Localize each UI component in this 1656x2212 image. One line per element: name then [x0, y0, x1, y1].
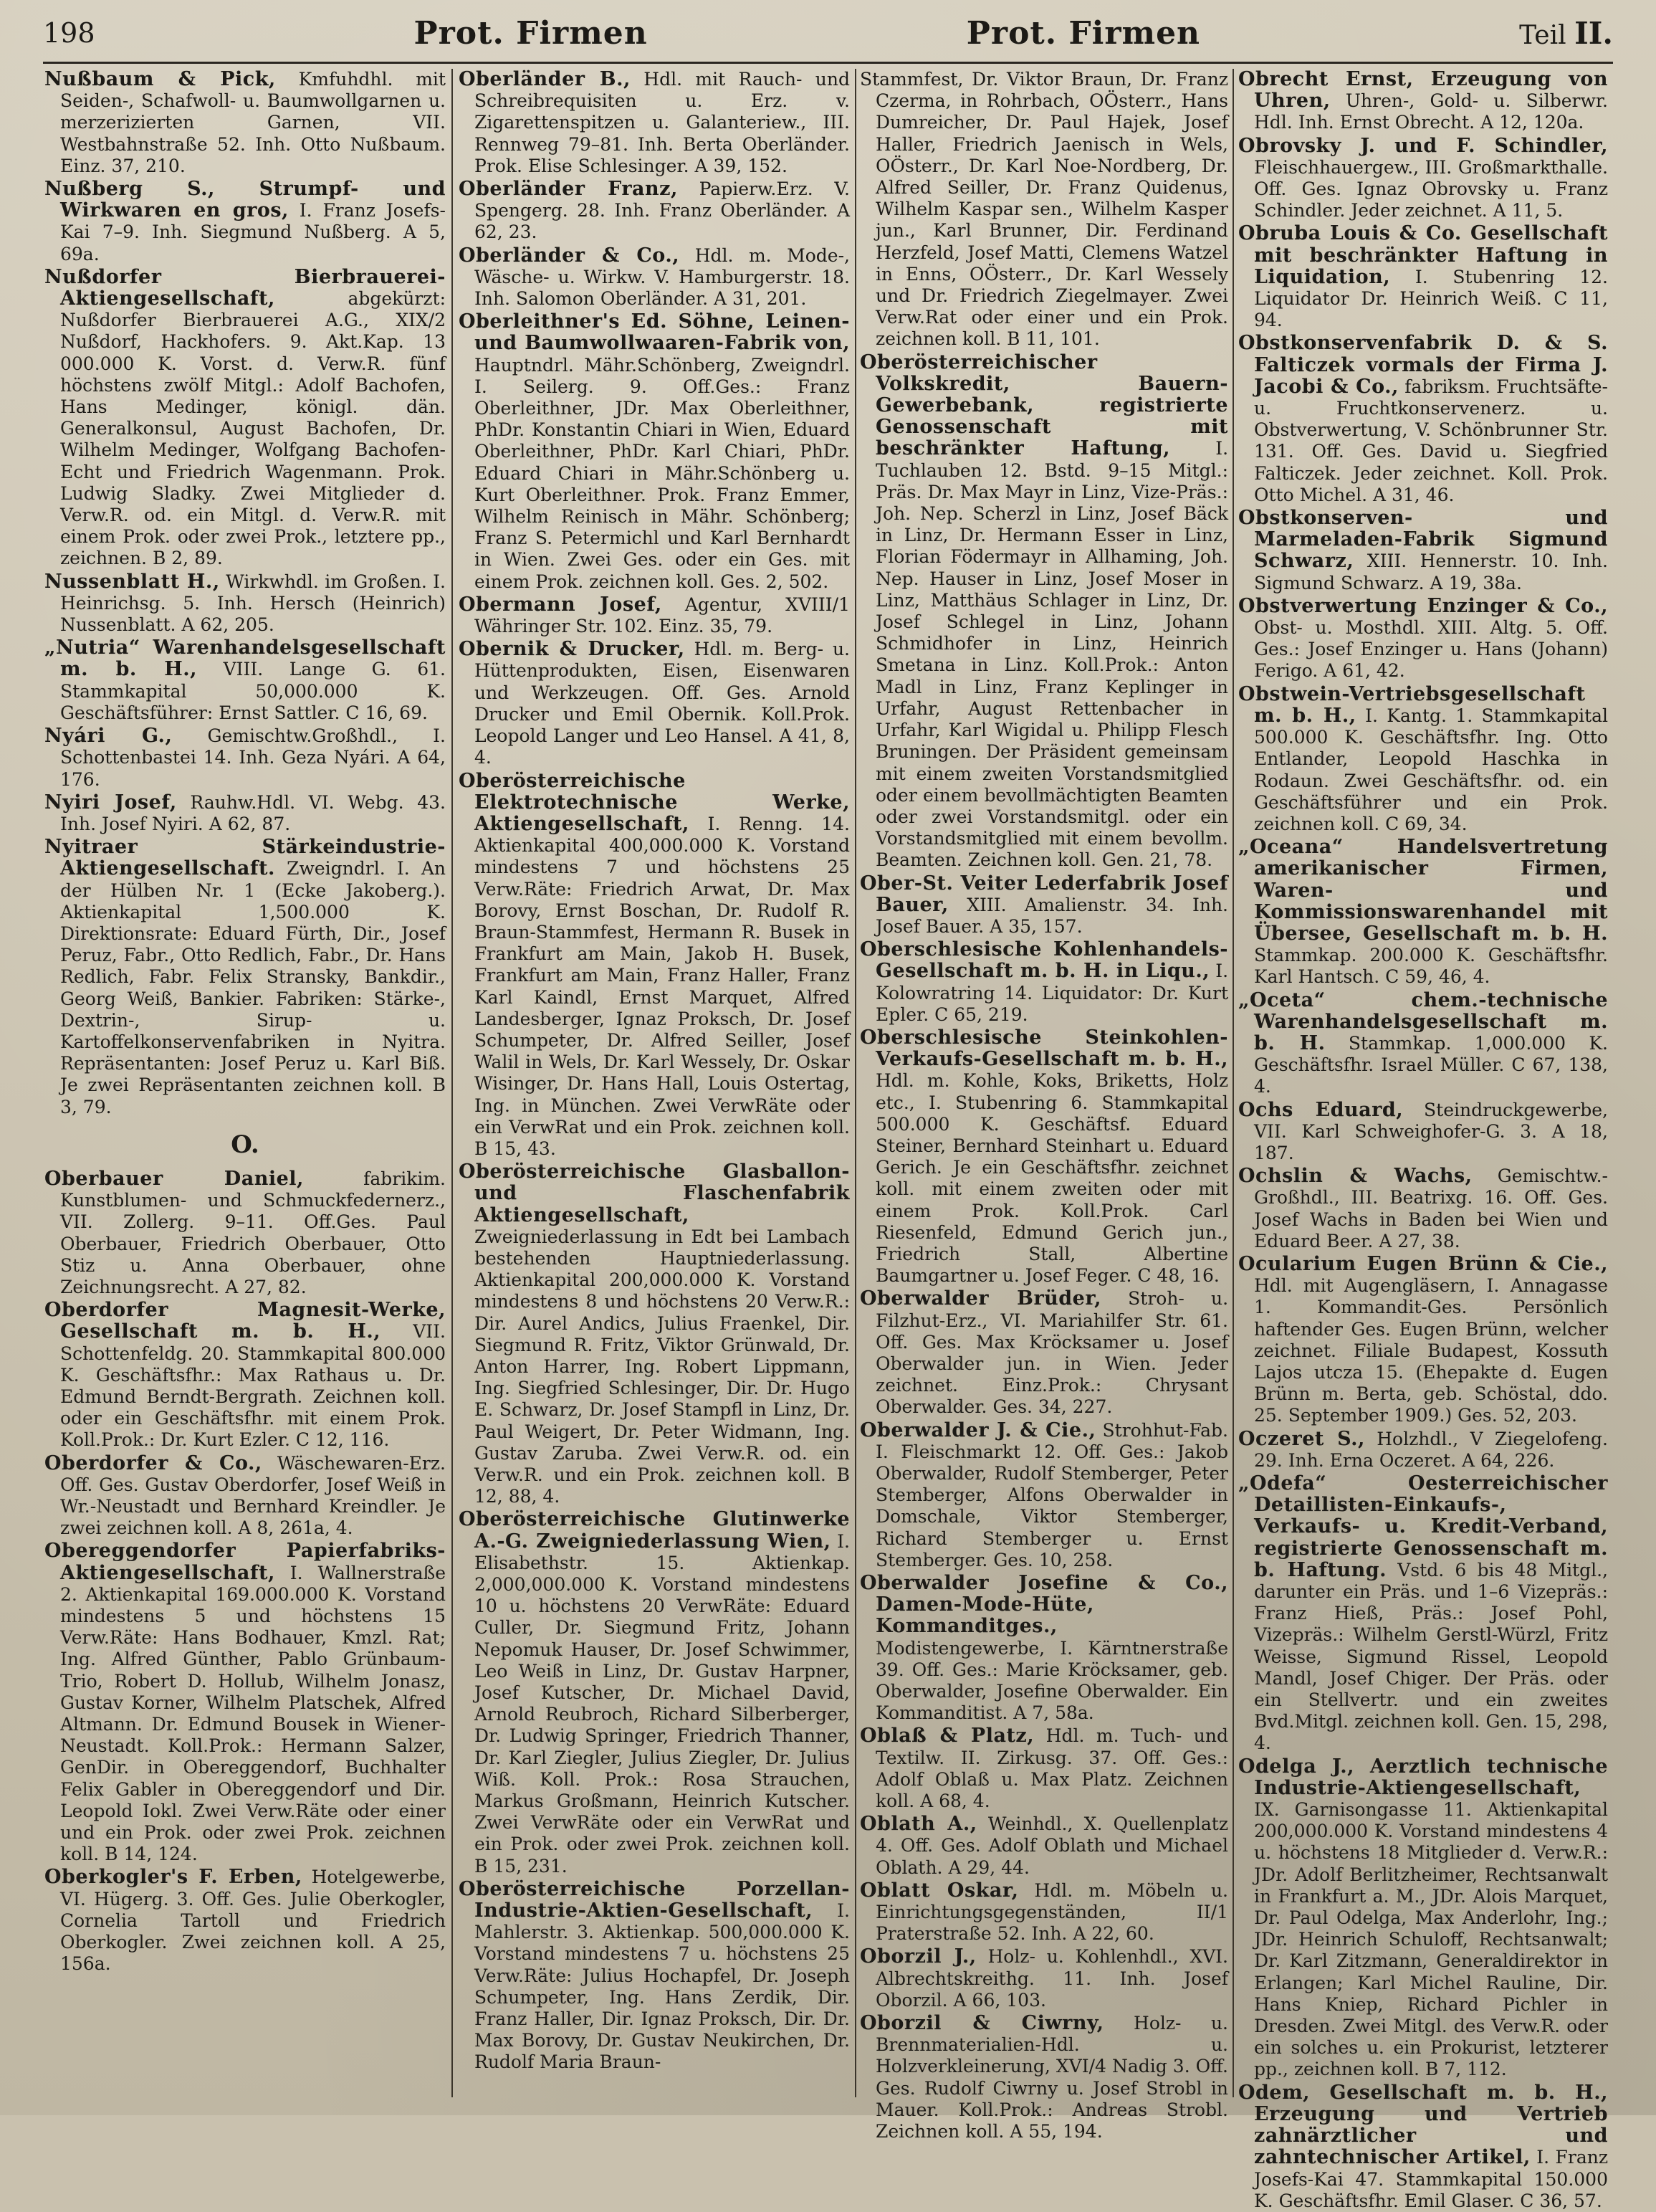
entry-details: XIII. Amalienstr. 34. Inh. Josef Bauer. A 35, 157. [876, 894, 1228, 937]
firm-name: Obstwein-Vertriebsgesellschaft m. b. H., [1238, 682, 1586, 727]
firm-name: Oblath A., [860, 1813, 977, 1836]
firm-name: Obernik & Drucker, [459, 638, 685, 661]
directory-entry [44, 725, 446, 791]
directory-entry [44, 1300, 446, 1451]
entry-details: I. Elisabethstr. 15. Aktienkap. 2,000,000.000 K. Vorstand mindestens 10 u. höchstens 20 VerwRäte: Eduard Culler, Dr. Siegmund Fritz, Johann Nepomuk Hauser, Dr. Josef Schwimmer, Leo Weiß in Linz, Dr. Gustav Harpner, Josef Kutscher, Dr. Michael David, Arnold Reubroch, Richard Silberberger, Dr. Ludwig Springer, Friedrich Thanner, Dr. Karl Ziegler, Julius Ziegler, Dr. Julius Wiß. Koll. Prok.: Rosa Strauchen, Markus Großmann, Heinrich Kutscher. Zwei VerwRäte oder ein VerwRat und ein Prok. oder zwei Prok. zeichnen koll. B 15, 231. [474, 1530, 850, 1877]
directory-entry [459, 69, 850, 177]
entry-details: Holzhdl., V Ziegelofeng. 29. Inh. Erna Oczeret. A 64, 226. [1254, 1428, 1608, 1471]
directory-entry [860, 1573, 1228, 1724]
directory-entry [1238, 1756, 1608, 2081]
header-rule [43, 62, 1613, 64]
firm-name: Oberösterreichische Glasballon- und Flaschenfabrik Aktiengesellschaft, [459, 1160, 850, 1226]
directory-entry [1238, 1254, 1608, 1427]
entry-details: Stammkap. 200.000 K. Geschäftsfhr. Karl Hantsch. C 59, 46, 4. [1254, 945, 1608, 988]
firm-name: Ochs Eduard, [1238, 1098, 1404, 1121]
entry-details: VII. Schottenfeldg. 20. Stammkapital 800.000 K. Geschäftsfhr.: Max Rathaus u. Dr. Edmund Berndt-Bergrath. Zeichnen koll. oder ein Geschäftsfhr. mit einem Prok. Koll.Prok.: Dr. Kurt Ezler. C 12, 116. [60, 1321, 446, 1451]
column-4 [1238, 68, 1609, 2211]
directory-entry [459, 245, 850, 310]
directory-entry [1238, 69, 1608, 134]
firm-name: „Oceta“ chem.-technische Warenhandelsgesellschaft m. b. H. [1238, 988, 1608, 1054]
column-2 [459, 69, 850, 2104]
entry-details: I. Mahlerstr. 3. Aktienkap. 500,000.000 K. Vorstand mindestens 7 u. höchstens 25 Verw.Räte: Julius Hochapfel, Dr. Joseph Schumpeter, Ing. Hans Zerdik, Dir. Franz Haller, Dir. Ignaz Proksch, Dir. Dr. Max Borovy, Dr. Gustav Neukirchen, Dr. Rudolf Maria Braun- [474, 1900, 850, 2073]
firm-name: „Odefa“ Oesterreichischer Detaillisten-Einkaufs-, Verkaufs- u. Kredit-Verband, registrierte Genossenschaft m. b. Haftung. [1238, 1472, 1608, 1581]
directory-entry [860, 1880, 1228, 1945]
entry-details: Hdl. m. Mode-, Wäsche- u. Wirkw. V. Hamburgerstr. 18. Inh. Salomon Oberländer. A 31, 201. [474, 244, 850, 310]
page-header [43, 4, 1613, 62]
directory-entry [860, 2013, 1228, 2142]
firm-name: Oczeret S., [1238, 1427, 1365, 1450]
directory-entry [44, 836, 446, 1118]
firm-name: Nußbaum & Pick, [44, 68, 276, 90]
firm-name: Odem, Gesellschaft m. b. H., Erzeugung und Vertrieb zahnärztlicher und zahntechnischer Artikel, [1238, 2081, 1608, 2169]
page-number: 198 [43, 17, 95, 49]
entry-details: Vstd. 6 bis 48 Mitgl., darunter ein Präs. und 1–6 Vizepräs.: Franz Hieß, Präs.: Josef Pohl, Vizepräs.: Wilhelm Gerstl-Würzl, Fritz Weisse, Sigmund Rissel, Leopold Mandl, Josef Chiger. Der Präs. oder ein Stellvertr. und ein zweites Bvd.Mitgl. zeichnen koll. Gen. 15, 298, 4. [1254, 1559, 1609, 1754]
firm-name: Ochslin & Wachs, [1238, 1165, 1473, 1188]
directory-entry [860, 1288, 1228, 1418]
running-head-right: Prot. Firmen [966, 14, 1201, 52]
entry-details: I. Kolowratring 14. Liquidator: Dr. Kurt Epler. C 65, 219. [876, 960, 1229, 1025]
directory-entry [44, 1540, 446, 1865]
entry-details: Wäschewaren-Erz. Off. Ges. Gustav Oberdorfer, Josef Weiß in Wr.-Neustadt und Bernhard Kreindler. Je zwei zeichnen koll. A 8, 261a, 4. [60, 1452, 446, 1539]
firm-name: Oberwalder J. & Cie., [860, 1419, 1096, 1441]
firm-name: Nussenblatt H., [44, 570, 220, 593]
column-3 [860, 69, 1229, 2142]
entry-details: Weinhdl., X. Quellenplatz 4. Off. Ges. Adolf Oblath und Michael Oblath. A 29, 44. [876, 1813, 1228, 1878]
firm-name: Obstkonservenfabrik D. & S. Falticzek vormals der Firma J. Jacobi & Co., [1238, 332, 1608, 398]
firm-name: Oberwalder Brüder, [860, 1287, 1102, 1310]
entry-details: Papierw.Erz. V. Spengerg. 28. Inh. Franz Oberländer. A 62, 23. [474, 178, 850, 243]
entry-details: Stammfest, Dr. Viktor Braun, Dr. Franz Czerma, in Rohrbach, OÖsterr., Hans Dumreicher, Dr. Paul Hajek, Josef Haller, Friedrich Jaenisch in Wels, OÖsterr., Dr. Karl Noe-Nordberg, Dr. Alfred Seiller, Dr. Franz Quidenus, Wilhelm Kaspar sen., Wilhelm Kasper jun., Karl Brunner, Dir. Ferdinand Herzfeld, Josef Matti, Clemens Watzel in Enns, OÖsterr., Dr. Karl Wessely und Dr. Friedrich Ziegelmayer. Zwei Verw.Rat oder einer und ein Prok. zeichnen koll. B 11, 101. [860, 69, 1228, 350]
firm-name: Oberbauer Daniel, [44, 1167, 304, 1190]
entry-details: Holz- u. Kohlenhdl., XVI. Albrechtskreithg. 11. Inh. Josef Oborzil. A 66, 103. [876, 1946, 1229, 2011]
entry-details: fabrikim. Kunstblumen- und Schmuckfedernerz., VII. Zollerg. 9–11. Off.Ges. Paul Oberbauer, Friedrich Oberbauer, Otto Stiz u. Anna Oberbauer, ohne Zeichnungsrecht. A 27, 82. [60, 1168, 446, 1297]
directory-entry [860, 1813, 1228, 1879]
firm-name: Nußdorfer Bierbrauerei-Aktiengesellschaft, [44, 265, 446, 310]
entry-details: Steindruckgewerbe, VII. Karl Schweighofer-G. 3. A 18, 187. [1254, 1099, 1609, 1163]
directory-entry [44, 1867, 446, 1975]
firm-name: Obstkonserven- und Marmeladen-Fabrik Sigmund Schwarz, [1238, 507, 1608, 573]
part-label: Teil [1519, 20, 1566, 50]
entry-details: Hdl. m. Kohle, Koks, Briketts, Holz etc., I. Stubenring 6. Stammkapital 500.000 K. Geschäftsf. Eduard Steiner, Bernhard Steinhart u. Eduard Gerich. Je ein Geschäftsfhr. zeichnet koll. mit einem zweiten oder mit einem Prok. Koll.Prok. Carl Riesenfeld, Edmund Gerich jun., Friedrich Stall, Albertine Baumgartner u. Josef Feger. C 48, 16. [876, 1070, 1228, 1287]
entry-details: VIII. Lange G. 61. Stammkapital 50,000.000 K. Geschäftsführer: Ernst Sattler. C 16, 69. [60, 659, 446, 723]
firm-name: Obruba Louis & Co. Gesellschaft mit beschränkter Haftung in Liquidation, [1238, 222, 1608, 288]
entry-details: Kmfuhdhl. mit Seiden-, Schafwoll- u. Baumwollgarnen u. merzerizierten Garnen, VII. Westbahnstraße 52. Inh. Otto Nußbaum. Einz. 37, 210. [60, 69, 446, 176]
entry-details: Zweigndrl. I. An der Hülben Nr. 1 (Ecke Jakoberg.). Aktienkapital 1,500.000 K. Direktionsrate: Eduard Fürth, Dir., Josef Peruz, Fabr., Otto Redlich, Fabr., Dr. Hans Redlich, Fabr. Felix Stransky, Bankdir., Georg Weiß, Bankier. Fabriken: Stärke-, Dextrin-, Sirup- u. Kartoffelkonservenfabriken in Nyitra. Repräsentanten: Josef Peruz u. Karl Biß. Je zwei Repräsentanten zeichnen koll. B 3, 79. [60, 858, 446, 1117]
firm-name: Oberländer & Co., [459, 244, 680, 267]
firm-name: Oberwalder Josefine & Co., Damen-Mode-Hüte, Kommanditges., [860, 1572, 1228, 1638]
firm-name: Oborzil & Ciwrny, [860, 2012, 1104, 2035]
directory-entry [1238, 1429, 1608, 1472]
entry-details: Fleischhauergew., III. Großmarkthalle. Off. Ges. Ignaz Obrovsky u. Franz Schindler. Jeder zeichnet. A 11, 5. [1254, 156, 1608, 221]
directory-entry [44, 69, 446, 177]
firm-name: Ober-St. Veiter Lederfabrik Josef Bauer, [860, 872, 1228, 916]
entry-details: Hotelgewerbe, VI. Hügerg. 3. Off. Ges. Julie Oberkogler, Cornelia Tartoll und Friedrich Oberkogler. Zwei zeichnen koll. A 25, 156a. [60, 1867, 446, 1975]
entry-details: Hdl. m. Berg- u. Hüttenprodukten, Eisen, Eisenwaren und Werkzeugen. Off. Ges. Arnold Drucker und Emil Obernik. Koll.Prok. Leopold Langer und Leo Hansel. A 41, 8, 4. [474, 639, 850, 768]
firm-name: Oberländer B., [459, 68, 631, 90]
firm-name: Nyiri Josef, [44, 791, 177, 814]
firm-name: Oberländer Franz, [459, 178, 678, 201]
directory-entry [459, 594, 850, 637]
directory-entry [1238, 223, 1608, 331]
directory-entry [1238, 836, 1608, 988]
column-divider [1233, 69, 1234, 2097]
directory-entry [459, 178, 850, 244]
directory-entry [1238, 507, 1608, 594]
firm-name: „Nutria“ Warenhandelsgesellschaft m. b. H., [44, 637, 446, 681]
directory-entry [44, 637, 446, 724]
entry-details: I. Wallnerstraße 2. Aktienkapital 169.000.000 K. Vorstand mindestens 5 und höchstens 15 Verw.Räte: Hans Bodhauer, Kmzl. Rat; Ing. Alfred Günther, Pablo Grünbaum-Trio, Robert D. Hollub, Wilhelm Jonasz, Gustav Korner, Wilhelm Platschek, Alfred Altmann. Dr. Edmund Bousek in Wiener-Neustadt. Koll.Prok.: Hermann Salzer, GenDir. in Obereggendorf, Buchhalter Felix Gabler in Obereggendorf und Dir. Leopold Iokl. Zwei Verw.Räte oder einer und ein Prok. oder zwei Prok. zeichnen koll. B 14, 124. [60, 1562, 446, 1865]
entry-details: XIII. Hennerstr. 10. Inh. Sigmund Schwarz. A 19, 38a. [1254, 550, 1608, 593]
entry-details: Hauptndrl. Mähr.Schönberg, Zweigndrl. I. Seilerg. 9. Off.Ges.: Franz Oberleithner, JDr. Max Oberleithner, PhDr. Konstantin Chiari in Wien, Eduard Oberleithner, PhDr. Karl Chiari, PhDr. Eduard Chiari in Mähr.Schönberg u. Kurt Oberleithner. Prok. Franz Emmer, Wilhelm Reinisch in Mähr. Schönberg; Franz S. Petermichl und Karl Bernhardt in Wien. Zwei Ges. oder ein Ges. mit einem Prok. zeichnen koll. Ges. 2, 502. [474, 354, 850, 592]
directory-entry [459, 771, 850, 1160]
column-divider [855, 69, 856, 2097]
directory-entry [1238, 2082, 1608, 2212]
firm-name: Oberösterreichischer Volkskredit, Bauern- Gewerbebank, registrierte Genossenschaft mit beschränkter Haftung, [860, 351, 1228, 460]
directory-entry [860, 873, 1228, 938]
firm-name: Nußberg S., Strumpf- und Wirkwaren en gros, [44, 178, 446, 222]
firm-name: Obrecht Ernst, Erzeugung von Uhren, [1238, 68, 1608, 113]
firm-name: Obereggendorfer Papierfabriks-Aktiengesellschaft, [44, 1540, 446, 1584]
entry-details: Rauhw.Hdl. VI. Webg. 43. Inh. Josef Nyiri. A 62, 87. [60, 791, 446, 834]
entry-details: I. Kantg. 1. Stammkapital 500.000 K. Geschäftsfhr. Ing. Otto Entlander, Leopold Haschka in Rodaun. Zwei Geschäftsfhr. od. ein Geschäftsführer und ein Prok. zeichnen koll. C 69, 34. [1254, 705, 1609, 834]
column-divider [451, 69, 453, 2097]
directory-entry [860, 1725, 1228, 1812]
entry-details: fabriksm. Fruchtsäfte- u. Fruchtkonservenerz. u. Obstverwertung, V. Schönbrunner Str. 131. Off. Ges. David u. Siegfried Falticzek. Jeder zeichnet. Koll. Prok. Otto Michel. A 31, 46. [1254, 376, 1609, 505]
entry-details: Strohhut-Fab. I. Fleischmarkt 12. Off. Ges.: Jakob Oberwalder, Rudolf Stemberger, Peter Stemberger, Alfons Oberwalder in Domschale, Viktor Stemberger, Richard Stemberger u. Ernst Stemberger. Ges. 10, 258. [876, 1419, 1228, 1570]
entry-details: abgekürzt: Nußdorfer Bierbrauerei A.G., XIX/2 Nußdorf, Hackhofers. 9. Akt.Kap. 13 000.000 K. Vorst. d. Verw.R. fünf höchstens zwölf Mitgl.: Adolf Bachofen, Hans Medinger, königl. dän. Generalkonsul, August Bachofen, Dr. Wilhelm Medinger, Wolfgang Bachofen-Echt und Friedrich Wagenmann. Prok. Ludwig Sladky. Zwei Mitglieder d. Verw.R. od. ein Mitgl. d. Verw.R. mit einem Prok. oder zwei Prok., letztere pp., zeichnen. B 2, 89. [60, 288, 446, 569]
firm-name: Nyitraer Stärkeindustrie-Aktiengesellschaft. [44, 836, 446, 880]
directory-entry [860, 1420, 1228, 1571]
directory-entry [1238, 135, 1608, 222]
directory-entry [1238, 596, 1608, 682]
part-number: II. [1574, 15, 1613, 51]
entry-details: Holz- u. Brennmaterialien-Hdl. u. Holzverkleinerung, XVI/4 Nadig 3. Off. Ges. Rudolf Ciwrny u. Josef Strobl in Mauer. Koll.Prok.: Andreas Strobl. Zeichnen koll. A 55, 194. [876, 2013, 1228, 2142]
directory-entry [1238, 684, 1608, 835]
directory-entry [1238, 1165, 1608, 1252]
part-indicator [1519, 16, 1613, 51]
running-head-left: Prot. Firmen [413, 14, 648, 52]
section-heading: O. [231, 1130, 259, 1159]
entry-details: Hdl. mit Rauch- und Schreibrequisiten u. Erz. v. Zigarettenspitzen u. Galanteriew., III. Rennweg 79–81. Inh. Berta Oberländer. Prok. Elise Schlesinger. A 39, 152. [474, 69, 850, 176]
directory-entry [1238, 990, 1608, 1098]
firm-name: „Oceana“ Handelsvertretung amerikanischer Firmen, Waren- und Kommissionswarenhandel mit Übersee, Gesellschaft m. b. H. [1238, 836, 1608, 945]
firm-name: Obstverwertung Enzinger & Co., [1238, 594, 1608, 617]
entry-details: Hdl. m. Möbeln u. Einrichtungsgegenständen, II/1 Praterstraße 52. Inh. A 22, 60. [876, 1879, 1228, 1945]
firm-name: Oblatt Oskar, [860, 1879, 1019, 1902]
firm-name: Oberschlesische Steinkohlen-Verkaufs-Gesellschaft m. b. H., [860, 1026, 1228, 1071]
entry-details: I. Renng. 14. Aktienkapital 400,000.000 K. Vorstand mindestens 7 und höchstens 25 Verw.Räte: Friedrich Arwat, Dr. Max Borovy, Ernst Boschan, Dr. Rudolf R. Braun-Stammfest, Hermann R. Busek in Frankfurt am Main, Jakob H. Busek, Frankfurt am Main, Franz Haller, Franz Karl Kaindl, Ernst Marquet, Alfred Landesberger, Ignaz Proksch, Dr. Josef Schumpeter, Dr. Alfred Seiller, Josef Walil in Wels, Dr. Karl Wessely, Dr. Oskar Wisinger, Dr. Hans Hall, Louis Ostertag, Ing. in München. Zwei VerwRäte oder ein VerwRat und ein Prok. zeichnen koll. B 15, 43. [474, 813, 850, 1159]
directory-entry [44, 1168, 446, 1298]
firm-name: Nyári G., [44, 725, 173, 748]
directory-entry [459, 639, 850, 768]
firm-name: Odelga J., Aerztlich technische Industrie-Aktiengesellschaft, [1238, 1755, 1608, 1799]
firm-name: Obermann Josef, [459, 593, 662, 616]
entry-details: Gemischtw.-Großhdl., III. Beatrixg. 16. Off. Ges. Josef Wachs in Baden bei Wien und Eduard Beer. A 27, 38. [1254, 1165, 1608, 1252]
firm-name: Oborzil J., [860, 1945, 977, 1968]
directory-entry [860, 69, 1228, 351]
entry-details: Obst- u. Mosthdl. XIII. Altg. 5. Off. Ges.: Josef Enzinger u. Hans (Johann) Ferigo. A 61, 42. [1254, 617, 1608, 682]
directory-entry [44, 267, 446, 570]
entry-details: IX. Garnisongasse 11. Aktienkapital 200,000.000 K. Vorstand mindestens 4 u. höchstens 18 Mitglieder d. Verw.R.: JDr. Adolf Berlitzheimer, Rechtsanwalt in Frankfurt a. M., JDr. Alois Marquet, Dr. Paul Odelga, Max Anderlohr, Ing.; JDr. Heinrich Schuloff, Rechtsanwalt; Dr. Karl Zitzmann, Generaldirektor in Erlangen; Karl Michel Rauline, Dir. Hans Kniep, Richard Pichler in Dresden. Zwei Mitgl. des Verw.R. oder ein solches u. ein Prokurist, letzterer pp., zeichnen koll. B 7, 112. [1254, 1799, 1608, 2080]
firm-name: Oberösterreichische Glutinwerke A.-G. Zweigniederlassung Wien, [459, 1508, 850, 1553]
directory-entry [44, 571, 446, 637]
firm-name: Oberschlesische Kohlenhandels-Gesellschaft m. b. H. in Liqu., [860, 938, 1228, 983]
directory-entry [459, 1161, 850, 1507]
firm-name: Obrovsky J. und F. Schindler, [1238, 134, 1608, 157]
entry-details: Modistengewerbe, I. Kärntnerstraße 39. Off. Ges.: Marie Kröcksamer, geb. Oberwalder, Josefine Oberwalder. Ein Kommanditist. A 7, 58a. [876, 1637, 1228, 1724]
entry-details: I. Franz Josefs-Kai 7–9. Inh. Siegmund Nußberg. A 5, 69a. [60, 200, 446, 264]
firm-name: Ocularium Eugen Brünn & Cie., [1238, 1252, 1608, 1275]
entry-details: Stroh- u. Filzhut-Erz., VI. Mariahilfer Str. 61. Off. Ges. Max Kröcksamer u. Josef Oberwalder jun. in Wien. Jeder zeichnet. Einz.Prok.: Chrysant Oberwalder. Ges. 34, 227. [876, 1288, 1229, 1418]
entry-details: Hdl. m. Tuch- und Textilw. II. Zirkusg. 37. Off. Ges.: Adolf Oblaß u. Max Platz. Zeichnen koll. A 68, 4. [876, 1725, 1228, 1812]
directory-entry [860, 352, 1228, 872]
directory-entry [459, 1879, 850, 2074]
firm-name: Oberösterreichische Porzellan-Industrie-Aktien-Gesellschaft, [459, 1877, 850, 1922]
directory-entry [860, 1027, 1228, 1287]
directory-entry [1238, 1100, 1608, 1165]
directory-entry [44, 1453, 446, 1540]
directory-entry [459, 1509, 850, 1877]
entry-details: Agentur, XVIII/1 Währinger Str. 102. Einz. 35, 79. [474, 593, 850, 637]
entry-details: I. Tuchlauben 12. Bstd. 9–15 Mitgl.: Präs. Dr. Max Mayr in Linz, Vize-Präs.: Joh. Nep. Scherzl in Linz, Josef Bäck in Linz, Dr. Hermann Esser in Linz, Florian Födermayr in Allhaming, Joh. Nep. Hauser in Linz, Josef Moser in Linz, Matthäus Schlager in Linz, Dr. Josef Schlegel in Linz, Johann Schmidhofer in Linz, Heinrich Smetana in Linz. Koll.Prok.: Anton Madl in Linz, Franz Keplinger in Urfahr, August Rettenbacher in Urfahr, Karl Wigidal u. Philipp Flesch Bruningen. Der Präsident gemeinsam mit einem zweiten Vorstandsmitglied oder einem bevollmächtigten Beamten oder zwei Vorstandsmitgl. oder ein Vorstandsmitglied mit einem bevollm. Beamten. Zeichnen koll. Gen. 21, 78. [876, 438, 1229, 871]
directory-entry [860, 1946, 1228, 2011]
entry-details: Uhren-, Gold- u. Silberwr. Hdl. Inh. Ernst Obrecht. A 12, 120a. [1254, 90, 1609, 133]
entry-details: Zweigniederlassung in Edt bei Lambach bestehenden Hauptniederlassung. Aktienkapital 200,000.000 K. Vorstand mindestens 8 und höchstens 20 Verw.R.: Dir. Aurel Andics, Julius Fraenkel, Dir. Siegmund R. Fritz, Viktor Grünwald, Dr. Anton Harrer, Ing. Robert Lippmann, Ing. Siegfried Schlesinger, Dir. Dr. Hugo E. Schwarz, Dr. Josef Stampfl in Linz, Dr. Paul Weigert, Dr. Peter Widmann, Ing. Gustav Zaruba. Zwei Verw.R. od. ein Verw.R. und ein Prok. zeichnen koll. B 12, 88, 4. [474, 1226, 850, 1507]
directory-entry [1238, 333, 1608, 506]
entry-details: Wirkwhdl. im Großen. I. Heinrichsg. 5. Inh. Hersch (Heinrich) Nussenblatt. A 62, 205. [60, 571, 446, 636]
firm-name: Oberdorfer Magnesit-Werke, Gesellschaft m. b. H., [44, 1299, 446, 1343]
directory-entry [1238, 1473, 1608, 1755]
firm-name: Oblaß & Platz, [860, 1725, 1035, 1748]
firm-name: Oberdorfer & Co., [44, 1451, 262, 1474]
directory-entry [860, 939, 1228, 1026]
directory-entry [44, 178, 446, 265]
entry-details: Stammkap. 1,000.000 K. Geschäftsfhr. Israel Müller. C 67, 138, 4. [1254, 1032, 1608, 1097]
entry-details: Gemischtw.Großhdl., I. Schottenbastei 14. Inh. Geza Nyári. A 64, 176. [60, 725, 446, 790]
entry-details: I. Franz Josefs-Kai 47. Stammkapital 150.000 K. Geschäftsfhr. Emil Glaser. C 36, 57. [1254, 2147, 1609, 2211]
directory-entry [44, 792, 446, 835]
firm-name: Oberkogler's F. Erben, [44, 1866, 302, 1889]
column-1 [44, 69, 446, 2104]
entry-details: Hdl. mit Augengläsern, I. Annagasse 1. Kommandit-Ges. Persönlich haftender Ges. Eugen Brünn, welcher zeichnet. Filiale Budapest, Kossuth Lajos utcza 15. (Ehepakte d. Eugen Brünn m. Berta, geb. Schöstal, ddo. 25. September 1909.) Ges. 52, 203. [1254, 1275, 1608, 1426]
directory-entry [459, 311, 850, 593]
firm-name: Oberösterreichische Elektrotechnische Werke, Aktiengesellschaft, [459, 769, 850, 835]
entry-details: I. Stubenring 12. Liquidator Dr. Heinrich Weiß. C 11, 94. [1254, 266, 1609, 331]
firm-name: Oberleithner's Ed. Söhne, Leinen- und Baumwollwaaren-Fabrik von, [459, 310, 850, 355]
